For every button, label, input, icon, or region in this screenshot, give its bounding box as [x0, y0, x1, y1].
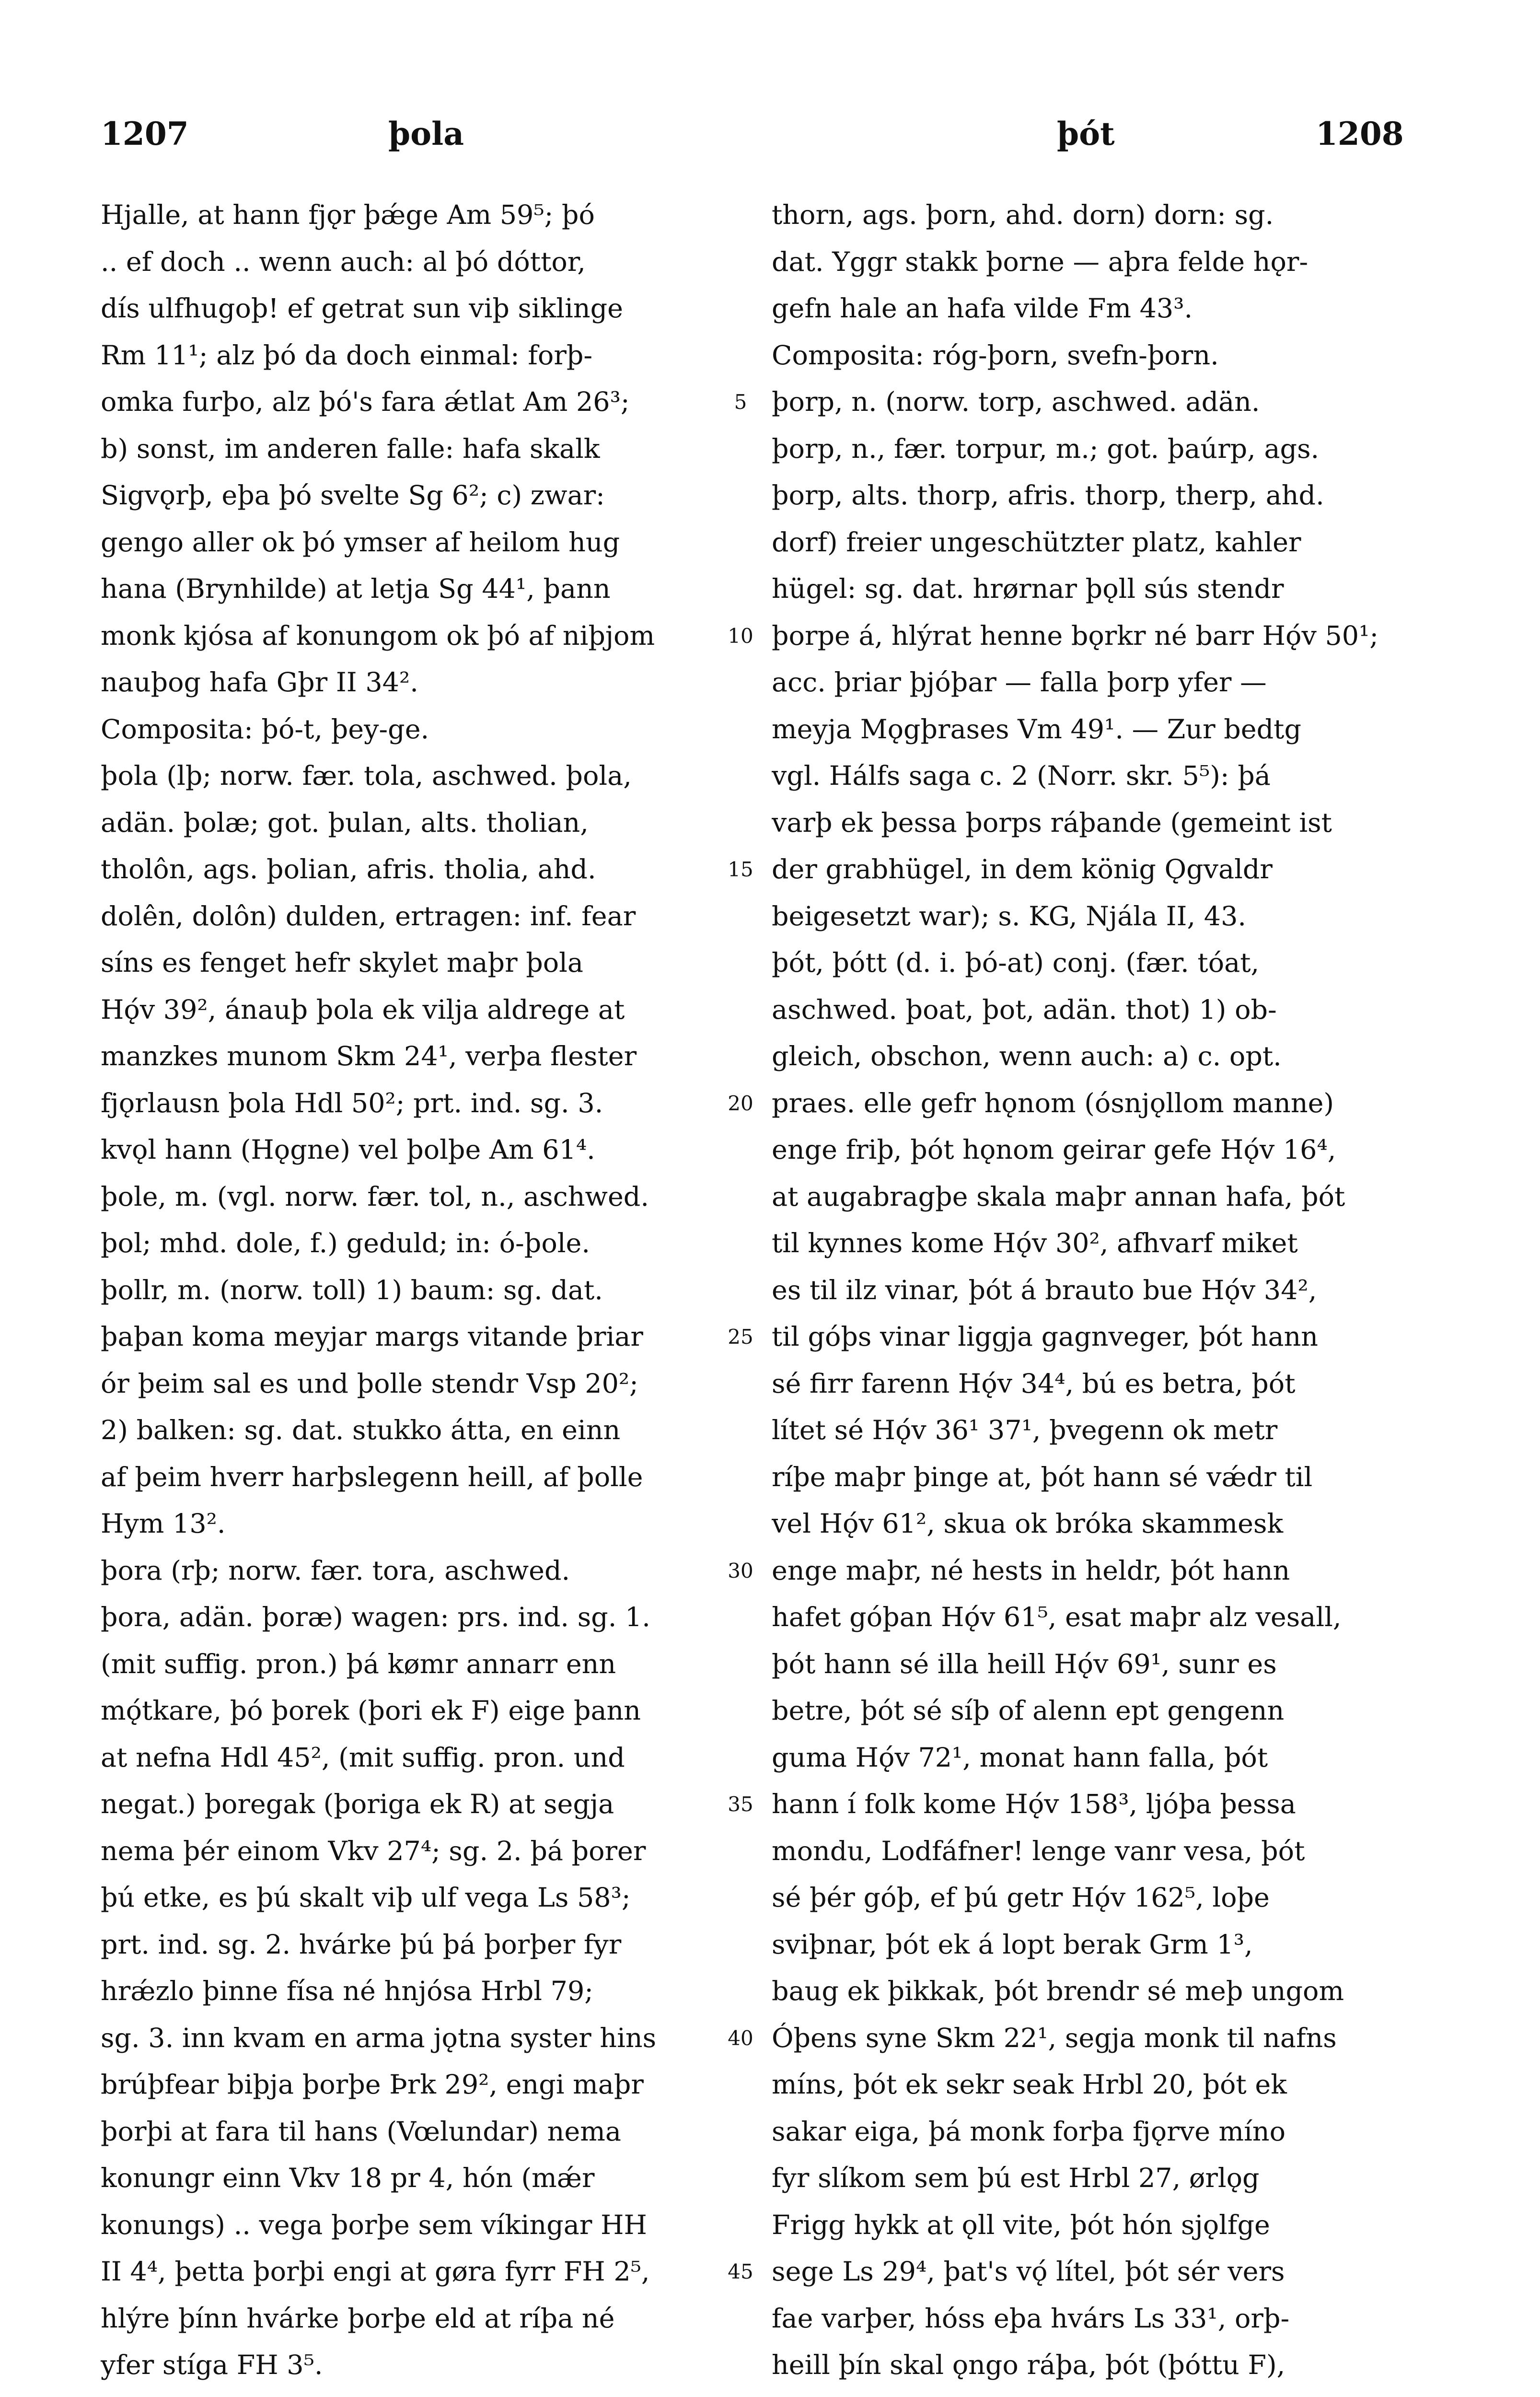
text-line: Hym 13². [101, 1508, 226, 1539]
text-line: varþ ek þessa þorps ráþande (gemeint ist [772, 807, 1332, 838]
text-line: es til ilz vinar, þót á brauto bue Hǫ́v 34², [772, 1274, 1317, 1306]
text-line: þora (rþ; norw. fær. tora, aschwed. [101, 1555, 570, 1586]
text-line: konungr einn Vkv 18 pr 4, hón (mǽr [101, 2163, 595, 2194]
text-line: b) sonst, im anderen falle: hafa skalk [101, 433, 600, 465]
line-number: 30 [728, 1559, 753, 1582]
text-line: at augabragþe skala maþr annan hafa, þót [772, 1181, 1345, 1212]
text-line: sé firr farenn Hǫ́v 34⁴, bú es betra, þót [772, 1368, 1296, 1399]
text-line: þorpe á, hlýrat henne bǫrkr né barr Hǫ́v 50¹; [772, 620, 1379, 652]
text-line: nauþog hafa Gþr II 34². [101, 667, 418, 698]
text-line: ór þeim sal es und þolle stendr Vsp 20²; [101, 1368, 638, 1399]
text-line: sege Ls 29⁴, þat's vǫ́ lítel, þót sér vers [772, 2256, 1285, 2287]
text-line: fae varþer, hóss eþa hvárs Ls 33¹, orþ- [772, 2303, 1290, 2334]
text-line: 2) balken: sg. dat. stukko átta, en einn [101, 1415, 621, 1446]
text-line: síns es fenget hefr skylet maþr þola [101, 947, 584, 978]
running-head-right: þót [1057, 115, 1115, 152]
text-line: prt. ind. sg. 2. hvárke þú þá þorþer fyr [101, 1929, 622, 1960]
text-line: þorþi at fara til hans (Vœlundar) nema [101, 2116, 621, 2147]
text-line: Sigvǫrþ, eþa þó svelte Sg 6²; c) zwar: [101, 480, 605, 511]
text-line: konungs) .. vega þorþe sem víkingar HH [101, 2209, 647, 2241]
line-number: 35 [728, 1792, 753, 1816]
text-line: adän. þolæ; got. þulan, alts. tholian, [101, 807, 589, 838]
text-line: gengo aller ok þó ymser af heilom hug [101, 526, 620, 558]
text-line: der grabhügel, in dem könig Ǫgvaldr [772, 854, 1273, 885]
line-number: 25 [728, 1325, 753, 1349]
text-line: dís ulfhugoþ! ef getrat sun viþ siklinge [101, 293, 623, 324]
text-line: þorp, n., fær. torpur, m.; got. þaúrp, ags. [772, 433, 1320, 465]
text-line: acc. þriar þjóþar — falla þorp yfer — [772, 667, 1267, 698]
text-line: kvǫl hann (Hǫgne) vel þolþe Am 61⁴. [101, 1134, 595, 1165]
text-line: hafet góþan Hǫ́v 61⁵, esat maþr alz vesall, [772, 1602, 1342, 1633]
text-line: gleich, obschon, wenn auch: a) c. opt. [772, 1041, 1282, 1072]
text-line: míns, þót ek sekr seak Hrbl 20, þót ek [772, 2069, 1287, 2100]
page-number-right: 1208 [1316, 115, 1404, 152]
text-line: þót, þótt (d. i. þó-at) conj. (fær. tóat, [772, 947, 1260, 978]
line-number: 15 [728, 858, 753, 881]
text-line: þora, adän. þoræ) wagen: prs. ind. sg. 1. [101, 1602, 650, 1633]
text-line: baug ek þikkak, þót brendr sé meþ ungom [772, 1976, 1344, 2007]
text-line: (mit suffig. pron.) þá kømr annarr enn [101, 1648, 616, 1680]
text-line: þorp, alts. thorp, afris. thorp, therp, ahd. [772, 480, 1324, 511]
text-line: hrǽzlo þinne físa né hnjósa Hrbl 79; [101, 1976, 593, 2007]
page-number-left: 1207 [101, 115, 189, 152]
text-line: Composita: þó-t, þey-ge. [101, 713, 429, 745]
text-line: þót hann sé illa heill Hǫ́v 69¹, sunr es [772, 1648, 1277, 1680]
text-line: vel Hǫ́v 61², skua ok bróka skammesk [772, 1508, 1284, 1539]
left-column [101, 192, 719, 2397]
text-line: þole, m. (vgl. norw. fær. tol, n., aschwed. [101, 1181, 649, 1212]
text-line: Rm 11¹; alz þó da doch einmal: forþ- [101, 339, 593, 371]
text-line: monk kjósa af konungom ok þó af niþjom [101, 620, 655, 652]
text-line: fjǫrlausn þola Hdl 50²; prt. ind. sg. 3. [101, 1087, 603, 1119]
text-line: omka furþo, alz þó's fara ǽtlat Am 26³; [101, 386, 630, 418]
text-line: ríþe maþr þinge at, þót hann sé vǽdr til [772, 1461, 1313, 1493]
text-line: mondu, Lodfáfner! lenge vanr vesa, þót [772, 1835, 1305, 1867]
line-number: 10 [728, 624, 753, 648]
line-number: 20 [728, 1091, 753, 1115]
text-line: hann í folk kome Hǫ́v 158³, ljóþa þessa [772, 1789, 1296, 1820]
text-line: Frigg hykk at ǫll vite, þót hón sjǫlfge [772, 2209, 1270, 2241]
text-line [101, 2389, 719, 2397]
text-line: sg. 3. inn kvam en arma jǫtna syster hins [101, 2022, 657, 2054]
page-header [0, 115, 1540, 168]
line-number: 45 [728, 2260, 753, 2283]
text-line: enge friþ, þót hǫnom geirar gefe Hǫ́v 16⁴, [772, 1134, 1336, 1165]
text-line: meyja Mǫgþrases Vm 49¹. — Zur bedtg [772, 713, 1301, 745]
text-line: brúþfear biþja þorþe Þrk 29², engi maþr [101, 2069, 644, 2100]
text-line: sé þér góþ, ef þú getr Hǫ́v 162⁵, loþe [772, 1882, 1270, 1913]
line-number: 40 [728, 2026, 753, 2050]
text-line: gefn hale an hafa vilde Fm 43³. [772, 293, 1193, 324]
text-line: mǫ́tkare, þó þorek (þori ek F) eige þann [101, 1695, 641, 1726]
text-line: guma Hǫ́v 72¹, monat hann falla, þót [772, 1742, 1268, 1773]
text-line: sakar eiga, þá monk forþa fjǫrve míno [772, 2116, 1286, 2147]
text-line: .. ef doch .. wenn auch: al þó dóttor, [101, 246, 586, 278]
text-line: til kynnes kome Hǫ́v 30², afhvarf miket [772, 1228, 1298, 1259]
text-line: þola (lþ; norw. fær. tola, aschwed. þola, [101, 760, 632, 791]
text-line: hana (Brynhilde) at letja Sg 44¹, þann [101, 573, 611, 605]
text-line: heill þín skal ǫngo ráþa, þót (þóttu F), [772, 2350, 1285, 2381]
text-line: Óþens syne Skm 22¹, segja monk til nafns [772, 2022, 1337, 2054]
text-line: dolên, dolôn) dulden, ertragen: inf. fear [101, 900, 636, 932]
text-line: af þeim hverr harþslegenn heill, af þolle [101, 1461, 643, 1493]
text-line: til góþs vinar liggja gagnveger, þót hann [772, 1321, 1319, 1352]
text-line: Hjalle, at hann fjǫr þǽge Am 59⁵; þó [101, 199, 595, 231]
text-line: hügel: sg. dat. hrørnar þǫll sús stendr [772, 573, 1284, 605]
text-line: þollr, m. (norw. toll) 1) baum: sg. dat. [101, 1274, 603, 1306]
text-line: þaþan koma meyjar margs vitande þriar [101, 1321, 643, 1352]
line-number: 5 [734, 390, 747, 414]
text-line [772, 2389, 1392, 2397]
text-line: beigesetzt war); s. KG, Njála II, 43. [772, 900, 1247, 932]
text-line: þú etke, es þú skalt viþ ulf vega Ls 58³; [101, 1882, 631, 1913]
text-line: negat.) þoregak (þoriga ek R) at segja [101, 1789, 614, 1820]
text-line: II 4⁴, þetta þorþi engi at gøra fyrr FH 2⁵, [101, 2256, 650, 2287]
text-line: enge maþr, né hests in heldr, þót hann [772, 1555, 1290, 1586]
text-line: hlýre þínn hvárke þorþe eld at ríþa né [101, 2303, 615, 2334]
text-line: tholôn, ags. þolian, afris. tholia, ahd. [101, 854, 596, 885]
text-line: Hǫ́v 39², ánauþ þola ek vilja aldrege at [101, 994, 625, 1025]
right-column [772, 192, 1392, 2397]
text-line: þorp, n. (norw. torp, aschwed. adän. [772, 386, 1260, 418]
text-line: dorf) freier ungeschützter platz, kahler [772, 526, 1301, 558]
text-line: praes. elle gefr hǫnom (ósnjǫllom manne) [772, 1087, 1334, 1119]
text-line: Composita: róg-þorn, svefn-þorn. [772, 339, 1219, 371]
running-head-left: þola [388, 115, 464, 152]
text-line: þol; mhd. dole, f.) geduld; in: ó-þole. [101, 1228, 590, 1259]
text-line: lítet sé Hǫ́v 36¹ 37¹, þvegenn ok metr [772, 1415, 1278, 1446]
text-line: betre, þót sé síþ of alenn ept gengenn [772, 1695, 1285, 1726]
text-line: sviþnar, þót ek á lopt berak Grm 1³, [772, 1929, 1253, 1960]
text-line: thorn, ags. þorn, ahd. dorn) dorn: sg. [772, 199, 1274, 231]
text-line: fyr slíkom sem þú est Hrbl 27, ørlǫg [772, 2163, 1260, 2194]
text-line: aschwed. þoat, þot, adän. thot) 1) ob- [772, 994, 1277, 1025]
text-line: yfer stíga FH 3⁵. [101, 2350, 323, 2381]
text-line: dat. Yggr stakk þorne — aþra felde hǫr- [772, 246, 1308, 278]
text-line: at nefna Hdl 45², (mit suffig. pron. und [101, 1742, 625, 1773]
text-line: nema þér einom Vkv 27⁴; sg. 2. þá þorer [101, 1835, 646, 1867]
text-line: manzkes munom Skm 24¹, verþa flester [101, 1041, 637, 1072]
text-line: vgl. Hálfs saga c. 2 (Norr. skr. 5⁵): þá [772, 760, 1271, 791]
